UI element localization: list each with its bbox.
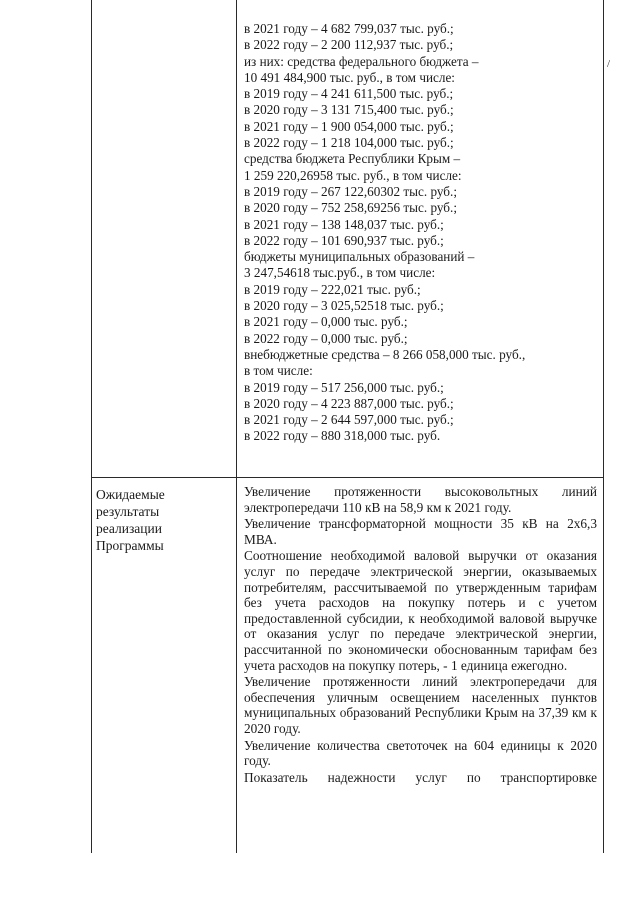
result-revenue-ratio: Соотношение необходимой валовой выручки от оказания услуг по передаче электрической энергии, оказываемых потребителям, рассчитываемой по утвержденным тарифам без учета расходов на покупку потерь и с учетом предоставленной субсидии, к необходимой валовой выручке от оказания услуг по передаче электрической энергии, рассчитанной по экономически обоснованным тарифам без учета расходов на покупку потерь, - 1 единица ежегодно. [244,548,597,673]
table-column-divider [236,0,237,853]
funding-line: в том числе: [244,363,313,379]
funding-line: средства бюджета Республики Крым – [244,151,461,167]
funding-line: в 2021 году – 138 148,037 тыс. руб.; [244,216,444,232]
funding-line: в 2020 году – 752 258,69256 тыс. руб.; [244,200,457,216]
funding-line: 10 491 484,900 тыс. руб., в том числе: [244,69,455,85]
funding-line: 3 247,54618 тыс.руб., в том числе: [244,265,436,281]
funding-line: в 2021 году – 1 900 054,000 тыс. руб.; [244,118,454,134]
table-row-divider [91,477,604,478]
funding-line: из них: средства федерального бюджета – [244,53,479,69]
result-street-lighting-lines: Увеличение протяженности линий электропередачи для обеспечения уличным освещением населенных пунктов муниципальных образований Республики Крым на 37,39 км к 2020 году. [244,674,597,736]
table-right-border [603,0,604,853]
funding-sources-list [244,21,525,445]
funding-line: бюджеты муниципальных образований – [244,249,475,265]
funding-line: в 2021 году – 2 644 597,000 тыс. руб.; [244,412,454,428]
funding-line: в 2022 году – 101 690,937 тыс. руб.; [244,232,444,248]
result-reliability-indicator: Показатель надежности услуг по транспортировке [244,769,597,785]
funding-line: 1 259 220,26958 тыс. руб., в том числе: [244,167,462,183]
funding-line: в 2019 году – 4 241 611,500 тыс. руб.; [244,86,454,102]
funding-line: в 2020 году – 4 223 887,000 тыс. руб.; [244,395,454,411]
funding-line: в 2021 году – 0,000 тыс. руб.; [244,314,408,330]
funding-line: в 2019 году – 222,021 тыс. руб.; [244,281,421,297]
results-section-label: Ожидаемые результаты реализации Программы [96,487,165,553]
expected-results-content [244,484,597,786]
funding-line: в 2022 году – 0,000 тыс. руб.; [244,330,408,346]
funding-line: в 2021 году – 4 682 799,037 тыс. руб.; [244,21,454,36]
scan-mark: / [607,58,611,70]
funding-line: в 2022 году – 880 318,000 тыс. руб. [244,428,441,444]
funding-line: в 2022 году – 1 218 104,000 тыс. руб.; [244,135,454,151]
funding-line: внебюджетные средства – 8 266 058,000 тыс. руб., [244,346,526,362]
funding-line: в 2022 году – 2 200 112,937 тыс. руб.; [244,37,454,53]
funding-line: в 2019 году – 267 122,60302 тыс. руб.; [244,183,457,199]
funding-line: в 2020 году – 3 131 715,400 тыс. руб.; [244,102,454,118]
result-light-points: Увеличение количества светоточек на 604 единицы к 2020 году. [244,737,597,769]
result-transformer-capacity: Увеличение трансформаторной мощности 35 кВ на 2х6,3 МВА. [244,516,597,547]
table-left-border [91,0,92,853]
result-hv-lines: Увеличение протяженности высоковольтных линий электропередачи 110 кВ на 58,9 км к 2021 году. [244,484,597,515]
funding-line: в 2019 году – 517 256,000 тыс. руб.; [244,379,444,395]
funding-line: в 2020 году – 3 025,52518 тыс. руб.; [244,298,444,314]
